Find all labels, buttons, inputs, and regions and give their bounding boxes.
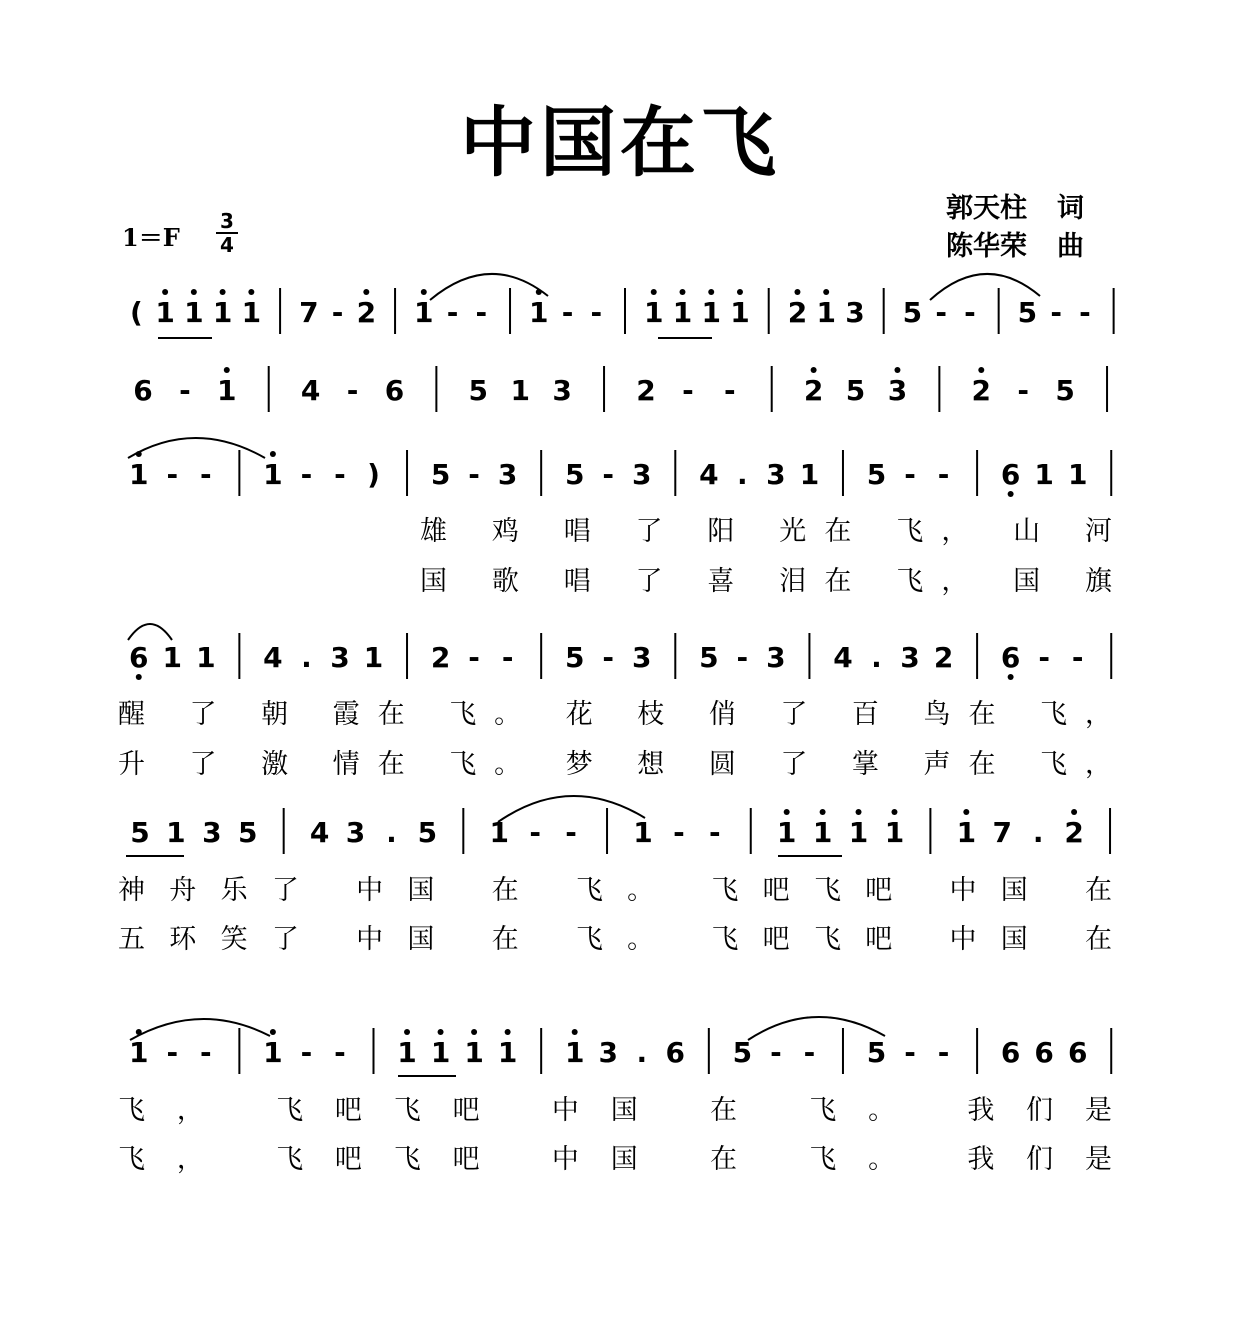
lyric-line: 飞， 飞吧飞吧 中国 在 飞。 我们是 [118, 1144, 1113, 1175]
note: 3 [330, 641, 350, 674]
note: 1 [129, 1036, 149, 1069]
note: - [529, 816, 541, 849]
lyric-line: 雄 鸡 唱 了 阳 光在 飞， 山 河 [420, 516, 1112, 547]
note: 1 [1067, 458, 1088, 491]
note: 2 [933, 641, 954, 674]
note: - [904, 458, 916, 491]
note: 6 [1067, 1036, 1088, 1069]
note: 1 [529, 296, 549, 329]
high-octave-dot [978, 367, 984, 373]
note: 1 [129, 458, 149, 491]
note: 1 [644, 296, 664, 329]
note: 5 [732, 1036, 753, 1069]
note: 2 [356, 296, 377, 329]
note: ) [367, 458, 380, 491]
note: 1 [701, 296, 721, 329]
note: 2 [1064, 816, 1084, 849]
note: 7 [992, 816, 1012, 849]
note: - [904, 1036, 916, 1069]
note: - [937, 458, 950, 491]
note: - [1071, 641, 1084, 674]
note: 1 [363, 641, 384, 674]
note: 4 [263, 641, 283, 674]
note: 3 [766, 641, 786, 674]
note: 1 [196, 641, 216, 674]
note: - [723, 374, 736, 407]
note: 5 [564, 458, 585, 491]
time-signature-bottom: 4 [220, 233, 234, 257]
note: - [935, 296, 947, 329]
note: - [682, 374, 694, 407]
note: 3 [552, 374, 572, 407]
note: 5 [866, 458, 887, 491]
lyric-line: 五环笑了 中国 在 飞。 飞吧飞吧 中国 在 [118, 924, 1112, 955]
high-octave-dot [248, 289, 254, 295]
high-octave-dot [794, 289, 800, 295]
note: - [565, 816, 577, 849]
note: - [709, 816, 721, 849]
note: - [166, 458, 179, 491]
note: - [331, 296, 344, 329]
note: 4 [833, 641, 853, 674]
note: 5 [417, 816, 438, 849]
note: 1 [848, 816, 869, 849]
high-octave-dot [572, 1029, 578, 1035]
lyric-line: 升 了 激 情在 飞。 梦 想 圆 了 掌 声在 飞， [118, 749, 1112, 780]
note: 1 [564, 1036, 585, 1069]
high-octave-dot [679, 289, 685, 295]
tie-arc [748, 1017, 885, 1040]
note: 5 [699, 641, 719, 674]
note: - [334, 1036, 346, 1069]
note: 1 [217, 374, 237, 407]
note: 5 [430, 458, 451, 491]
note: 2 [971, 374, 992, 407]
high-octave-dot [894, 367, 900, 373]
lyric-line: 飞， 飞吧飞吧 中国 在 飞。 我们是 [118, 1095, 1113, 1126]
composer-role: 曲 [1057, 231, 1084, 262]
high-octave-dot [191, 289, 197, 295]
high-octave-dot [438, 1029, 444, 1035]
note: - [736, 641, 749, 674]
high-octave-dot [270, 1029, 276, 1035]
high-octave-dot [820, 809, 826, 815]
time-signature-top: 3 [216, 210, 238, 234]
high-octave-dot [224, 367, 230, 373]
note: . [871, 641, 882, 674]
song-title: 中国在飞 [460, 98, 780, 187]
note: - [1038, 641, 1050, 674]
note: 1 [397, 1036, 417, 1069]
note: 5 [130, 816, 150, 849]
low-octave-dot [1008, 674, 1014, 680]
note: - [200, 458, 212, 491]
composer-name: 陈华荣 [946, 231, 1027, 262]
note: - [468, 641, 480, 674]
high-octave-dot [891, 809, 897, 815]
note: - [334, 458, 346, 491]
note: 3 [766, 458, 786, 491]
note: . [636, 1036, 648, 1069]
note: 3 [887, 374, 908, 407]
note: 2 [430, 641, 451, 674]
note: 5 [564, 641, 585, 674]
note: - [673, 816, 685, 849]
note: - [346, 374, 359, 407]
note: 1 [241, 296, 262, 329]
low-octave-dot [1008, 491, 1014, 497]
note: 1 [812, 816, 833, 849]
high-octave-dot [811, 367, 817, 373]
high-octave-dot [421, 289, 427, 295]
note: 6 [665, 1036, 686, 1069]
high-octave-dot [404, 1029, 410, 1035]
note: 1 [633, 816, 653, 849]
note: - [602, 641, 615, 674]
lyric-line: 国 歌 唱 了 喜 泪在 飞， 国 旗 [420, 566, 1112, 597]
note: - [468, 458, 480, 491]
note: 6 [1034, 1036, 1054, 1069]
high-octave-dot [651, 289, 657, 295]
note: 1 [184, 296, 204, 329]
note: 1 [212, 296, 233, 329]
note: . [737, 458, 748, 491]
note: 1 [730, 296, 750, 329]
note: 2 [636, 374, 656, 407]
note: - [300, 458, 313, 491]
note: 1 [155, 296, 175, 329]
note: - [964, 296, 976, 329]
note: - [1017, 374, 1030, 407]
note: 1 [816, 296, 836, 329]
note: - [446, 296, 459, 329]
note: 1 [497, 1036, 518, 1069]
note: 3 [202, 816, 222, 849]
note: 1 [430, 1036, 451, 1069]
note: 1 [672, 296, 693, 329]
note: 1 [464, 1036, 484, 1069]
note: 1 [884, 816, 905, 849]
note: - [770, 1036, 782, 1069]
key-signature: 1＝F [122, 223, 180, 252]
note: - [300, 1036, 313, 1069]
high-octave-dot [505, 1029, 511, 1035]
note: 5 [902, 296, 923, 329]
note: 6 [129, 641, 149, 674]
note: 1 [263, 458, 283, 491]
note: 2 [803, 374, 824, 407]
note: 1 [166, 816, 186, 849]
high-octave-dot [784, 809, 790, 815]
high-octave-dot [471, 1029, 477, 1035]
note: . [301, 641, 312, 674]
note: 1 [263, 1036, 283, 1069]
low-octave-dot [136, 674, 142, 680]
note: ( [129, 296, 143, 329]
note: - [602, 458, 615, 491]
note: 3 [598, 1036, 618, 1069]
high-octave-dot [220, 289, 226, 295]
note: 1 [414, 296, 434, 329]
note: - [179, 374, 191, 407]
note: 5 [1055, 374, 1075, 407]
note: 1 [489, 816, 509, 849]
note: 6 [1000, 458, 1021, 491]
high-octave-dot [963, 809, 969, 815]
lyricist-role: 词 [1057, 193, 1084, 224]
note: - [475, 296, 488, 329]
note: 4 [309, 816, 330, 849]
note: . [1032, 816, 1044, 849]
note: - [1079, 296, 1091, 329]
note: 3 [345, 816, 366, 849]
note: 3 [845, 296, 865, 329]
lyric-line: 神舟乐了 中国 在 飞。 飞吧飞吧 中国 在 [118, 875, 1112, 906]
tie-arc [128, 624, 172, 640]
high-octave-dot [708, 289, 714, 295]
note: - [561, 296, 574, 329]
note: - [1050, 296, 1062, 329]
note: 5 [1017, 296, 1038, 329]
tie-arc [128, 438, 265, 458]
note: 5 [468, 374, 489, 407]
note: . [386, 816, 397, 849]
note: - [501, 641, 514, 674]
note: 6 [1000, 1036, 1021, 1069]
note: 6 [1000, 641, 1021, 674]
high-octave-dot [737, 289, 743, 295]
note: - [590, 296, 603, 329]
note: 1 [1034, 458, 1054, 491]
note: 7 [299, 296, 319, 329]
note: - [166, 1036, 179, 1069]
note: 3 [632, 458, 652, 491]
note: 4 [300, 374, 321, 407]
note: 5 [866, 1036, 887, 1069]
note: 5 [238, 816, 258, 849]
note: 3 [497, 458, 518, 491]
note: 6 [384, 374, 405, 407]
note: 1 [956, 816, 977, 849]
note: 4 [699, 458, 719, 491]
note: - [937, 1036, 950, 1069]
note: 5 [845, 374, 866, 407]
high-octave-dot [162, 289, 168, 295]
note: 1 [776, 816, 797, 849]
high-octave-dot [1071, 809, 1077, 815]
note: 3 [632, 641, 652, 674]
lyric-line: 醒 了 朝 霞在 飞。 花 枝 俏 了 百 鸟在 飞， [118, 699, 1112, 730]
note: 2 [787, 296, 808, 329]
high-octave-dot [856, 809, 862, 815]
note: - [200, 1036, 212, 1069]
note: 6 [133, 374, 153, 407]
high-octave-dot [270, 451, 276, 457]
note: 1 [510, 374, 530, 407]
high-octave-dot [823, 289, 829, 295]
high-octave-dot [363, 289, 369, 295]
note: 1 [162, 641, 183, 674]
note: - [803, 1036, 816, 1069]
lyricist-name: 郭天柱 [946, 193, 1027, 224]
note: 1 [799, 458, 820, 491]
note: 3 [900, 641, 920, 674]
